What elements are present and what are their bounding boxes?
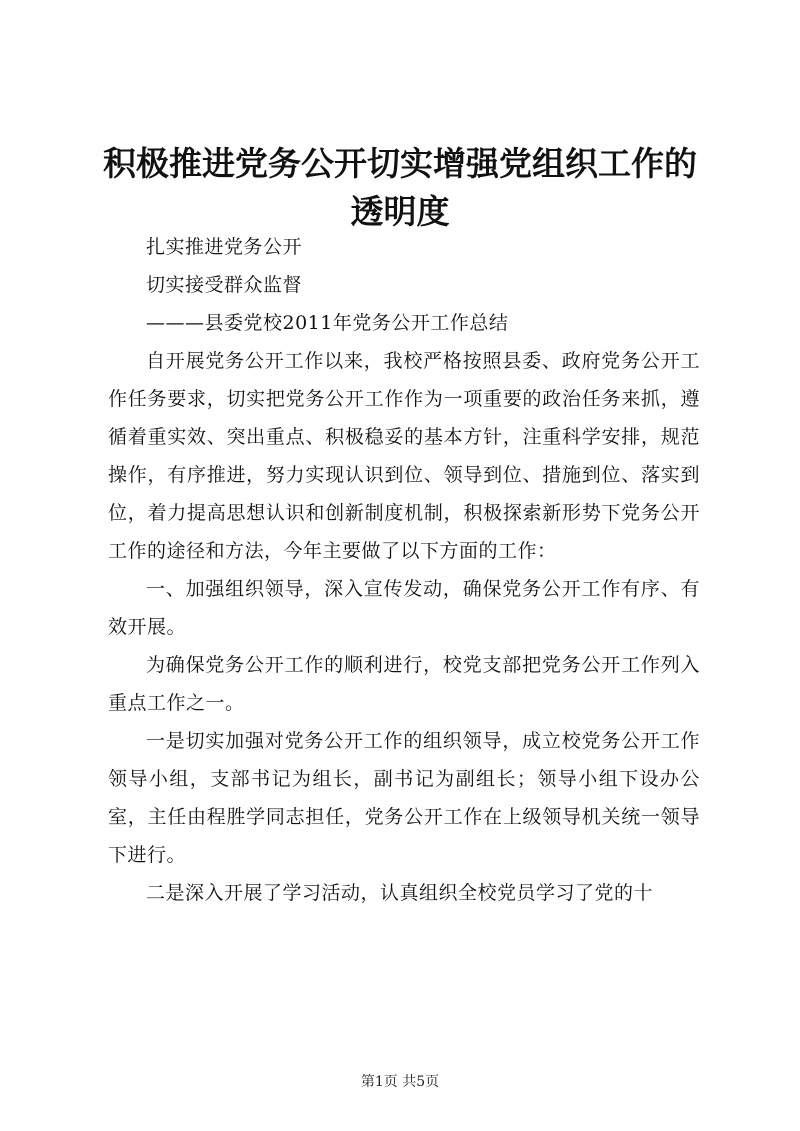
body-paragraph: 自开展党务公开工作以来，我校严格按照县委、政府党务公开工作任务要求，切实把党务公开工作作为一项重要的政治任务来抓，遵循着重实效、突出重点、积极稳妥的基本方针，注重科学安排，规范操作，有序推进，努力实现认识到位、领导到位、措施到位、落实到位，着力提高思想认识和创新制度机制，积极探索新形势下党务公开工作的途径和方法，今年主要做了以下方面的工作： — [108, 350, 700, 562]
subtitle-line-1: 扎实推进党务公开 — [146, 236, 303, 258]
body-paragraph: 二是深入开展了学习活动，认真组织全校党员学习了党的十 — [146, 882, 654, 904]
page-footer: 第1页 共5页 — [360, 1074, 440, 1090]
subtitle-line-2: 切实接受群众监督 — [146, 274, 303, 296]
body-paragraph: 为确保党务公开工作的顺利进行，校党支部把党务公开工作列入重点工作之一。 — [108, 654, 700, 714]
document-title: 积极推进党务公开切实增强党组织工作的透明度 — [103, 144, 697, 231]
subtitle-line-3: ———县委党校2011年党务公开工作总结 — [146, 312, 509, 334]
document-body — [108, 228, 700, 912]
section-heading: 一、加强组织领导，深入宣传发动，确保党务公开工作有序、有效开展。 — [108, 578, 700, 638]
body-paragraph: 一是切实加强对党务公开工作的组织领导，成立校党务公开工作领导小组，支部书记为组长，副书记为副组长；领导小组下设办公室，主任由程胜学同志担任，党务公开工作在上级领导机关统一领导下进行。 — [108, 730, 700, 866]
